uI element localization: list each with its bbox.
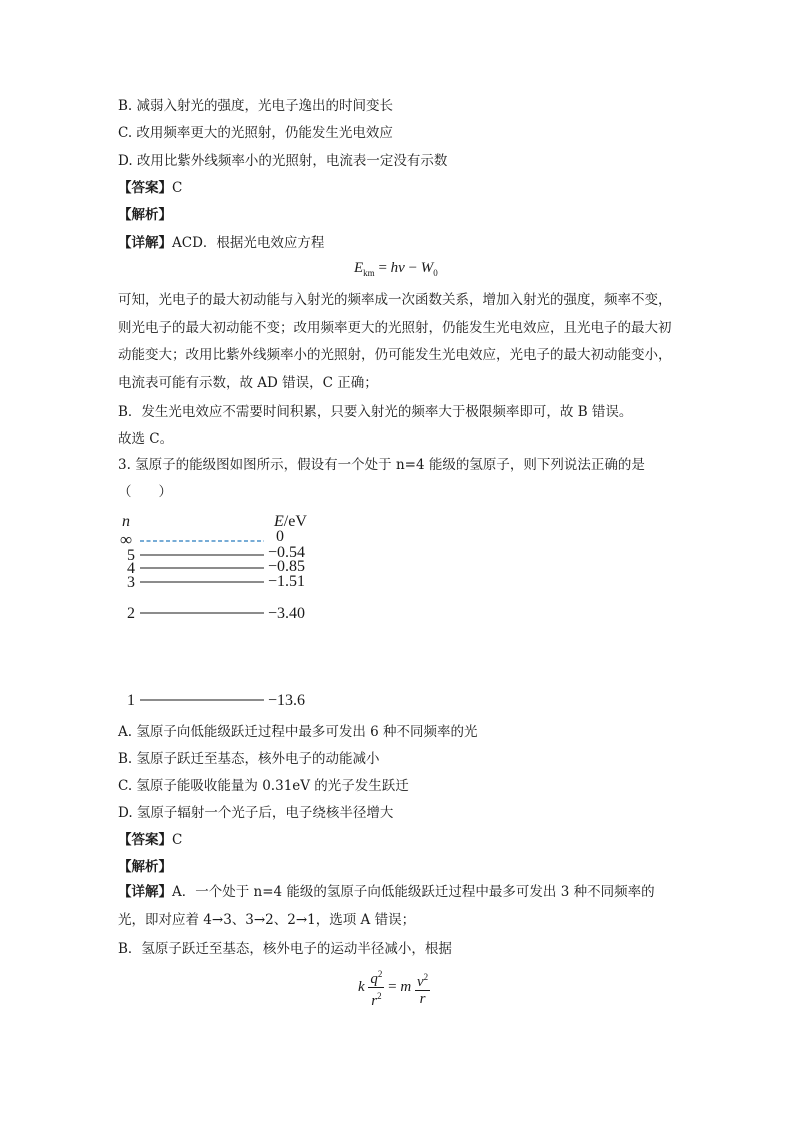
n-axis-label: n	[122, 513, 130, 530]
detail-tag: 【详解】	[118, 235, 172, 251]
detail-a-text: A．一个处于 n=4 能级的氢原子向低能级跃迁过程中最多可发出 3 种不同频率的光，即对应着 4→3、3→2、2→1，选项 A 错误；	[118, 884, 655, 928]
q2-detail-paragraph: 可知，光电子的最大初动能与入射光的频率成一次函数关系，增加入射光的强度，频率不变，则光电子的最大初动能不变；改用频率更大的光照射，仍能发生光电效应，且光电子的最大初动能变大；改用比紫外线频率小的光照射，仍可能发生光电效应，光电子的最大初动能变小，电流表可能有示数，故 AD 错误，C 正确；	[118, 292, 672, 391]
e-axis-label: E/eV	[274, 513, 307, 530]
answer-value: C	[172, 832, 183, 848]
detail-intro: ACD．根据光电效应方程	[172, 235, 325, 251]
level-n-inf: ∞	[120, 530, 133, 549]
level-n-2: 2	[127, 605, 135, 622]
q2-option-d: D. 改用比紫外线频率小的光照射，电流表一定没有示数	[118, 153, 448, 169]
level-e-1: −13.6	[268, 692, 306, 709]
energy-level-svg	[118, 508, 338, 713]
q3-stem: 3. 氢原子的能级图如图所示，假设有一个处于 n=4 能级的氢原子，则下列说法正确的是	[118, 457, 645, 473]
level-e-2: −3.40	[268, 605, 306, 622]
level-n-4: 4	[127, 560, 135, 577]
answer-value: C	[172, 180, 183, 196]
level-e-4: −0.85	[268, 558, 306, 575]
q3-option-d: D. 氢原子辐射一个光子后，电子绕核半径增大	[118, 805, 394, 821]
analysis-tag: 【解析】	[118, 207, 172, 223]
analysis-tag: 【解析】	[118, 859, 172, 875]
q2-option-c: C. 改用频率更大的光照射，仍能发生光电效应	[118, 125, 393, 141]
q3-detail-a	[118, 879, 678, 934]
q3-option-c: C. 氢原子能吸收能量为 0.31eV 的光子发生跃迁	[118, 778, 409, 794]
level-e-5: −0.54	[268, 544, 306, 561]
q2-analysis-tag	[118, 206, 172, 224]
energy-level-diagram	[118, 508, 338, 713]
q3-option-a: A. 氢原子向低能级跃迁过程中最多可发出 6 种不同频率的光	[118, 724, 478, 740]
q3-blank: （ ）	[118, 484, 172, 500]
level-n-3: 3	[127, 574, 135, 591]
detail-tag: 【详解】	[118, 884, 172, 900]
level-n-5: 5	[127, 547, 135, 564]
level-e-inf: 0	[276, 528, 284, 545]
q2-conclusion: 故选 C。	[118, 431, 174, 447]
level-n-1: 1	[127, 692, 135, 709]
q2-detail-b: B．发生光电效应不需要时间积累，只要入射光的频率大于极限频率即可，故 B 错误。	[118, 404, 633, 420]
q2-detail-intro	[118, 234, 324, 252]
q2-answer	[118, 179, 182, 197]
answer-tag: 【答案】	[118, 832, 172, 848]
q3-detail-b: B．氢原子跃迁至基态，核外电子的运动半径减小，根据	[118, 941, 452, 957]
answer-tag: 【答案】	[118, 180, 172, 196]
q3-analysis-tag	[118, 858, 172, 876]
q2-option-b: B. 减弱入射光的强度，光电子逸出的时间变长	[118, 98, 394, 114]
photoelectric-equation: $E_{km} = h\nu - W_0$	[354, 260, 438, 278]
q3-option-b: B. 氢原子跃迁至基态，核外电子的动能减小	[118, 751, 380, 767]
level-e-3: −1.51	[268, 573, 306, 590]
q3-answer	[118, 831, 182, 849]
coulomb-equation: k $\frac{q^2}{r^2}$ = m $\frac{v^2}{r}$	[358, 966, 430, 1009]
